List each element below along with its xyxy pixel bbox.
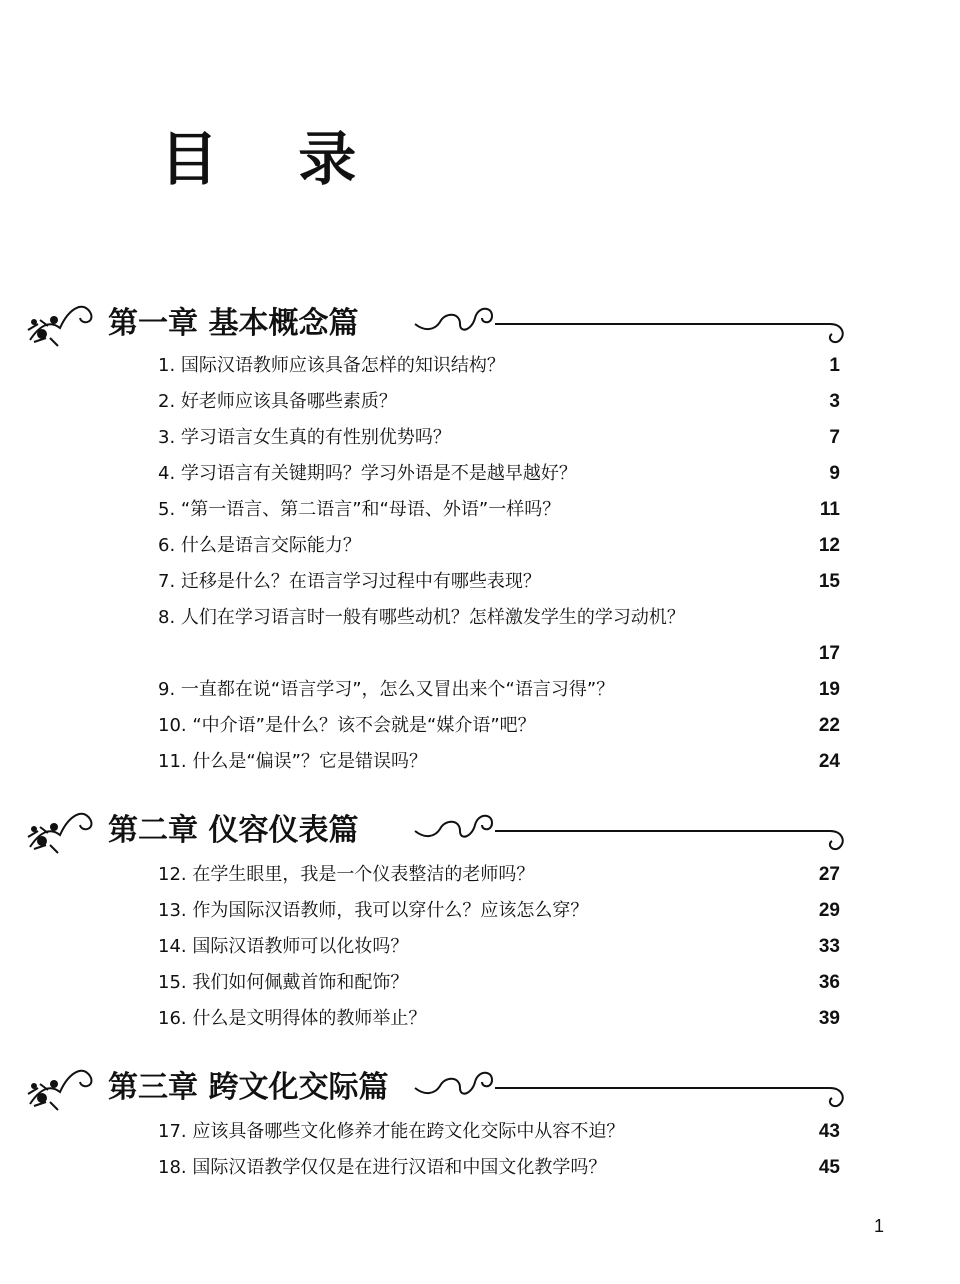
toc-entry[interactable]: [158, 564, 840, 600]
toc-entry-page: 17: [818, 643, 840, 664]
toc-entry-title: 1. 国际汉语教师应该具备怎样的知识结构？: [158, 355, 505, 376]
toc-entry-title: 17. 应该具备哪些文化修养才能在跨文化交际中从容不迫？: [158, 1121, 625, 1142]
toc-entry[interactable]: [158, 456, 840, 492]
toc-entry-page: 45: [818, 1157, 840, 1178]
chapter-items: [158, 857, 840, 1037]
toc-entry-title: 10. “中介语”是什么？该不会就是“媒介语”吧？: [158, 715, 536, 736]
toc-entry[interactable]: [158, 965, 840, 1001]
toc-entry-title: 11. 什么是“偏误”？它是错误吗？: [158, 751, 427, 772]
toc-entry[interactable]: [158, 528, 840, 564]
toc-entry[interactable]: [158, 857, 840, 893]
toc-entry-title: 8. 人们在学习语言时一般有哪些动机？怎样激发学生的学习动机？: [158, 607, 685, 628]
chapter-items: [158, 348, 840, 780]
toc-entry[interactable]: [158, 893, 840, 929]
toc-entry-title: 9. 一直都在说“语言学习”，怎么又冒出来个“语言习得”？: [158, 679, 615, 700]
chapter-heading: [20, 290, 860, 350]
toc-entry[interactable]: [158, 348, 840, 384]
toc-entry-page: 24: [818, 751, 840, 772]
page-title: 目 录: [160, 125, 387, 193]
toc-entry-title: 6. 什么是语言交际能力？: [158, 535, 361, 556]
toc-entry[interactable]: [158, 384, 840, 420]
toc-entry[interactable]: [158, 1001, 840, 1037]
toc-entry-page: 12: [818, 535, 840, 556]
page-number: 1: [874, 1216, 885, 1236]
toc-entry[interactable]: [158, 1114, 840, 1150]
toc-entry-title: 4. 学习语言有关键期吗？学习外语是不是越早越好？: [158, 463, 577, 484]
toc-entry-title: 13. 作为国际汉语教师，我可以穿什么？应该怎么穿？: [158, 900, 589, 921]
chapter-title: 第一章 基本概念篇: [108, 306, 359, 341]
chapter-heading: [20, 1054, 860, 1114]
toc-entry-page: 39: [818, 1008, 840, 1029]
toc-entry-title: 14. 国际汉语教师可以化妆吗？: [158, 936, 409, 957]
toc-entry-page: 1: [829, 355, 840, 376]
toc-entry-page: 7: [829, 427, 840, 448]
toc-entry[interactable]: [158, 1150, 840, 1186]
toc-entry[interactable]: [158, 600, 840, 672]
toc-entry[interactable]: [158, 929, 840, 965]
toc-entry[interactable]: [158, 744, 840, 780]
toc-entry-title: 2. 好老师应该具备哪些素质？: [158, 391, 397, 412]
chapter-title: 第二章 仪容仪表篇: [108, 813, 359, 848]
toc-entry-title: 12. 在学生眼里，我是一个仪表整洁的老师吗？: [158, 864, 535, 885]
toc-entry-page: 19: [818, 679, 840, 700]
toc-entry-page: 43: [818, 1121, 840, 1142]
toc-entry-page: 3: [829, 391, 840, 412]
toc-entry-page: 15: [818, 571, 840, 592]
chapter-heading: [20, 797, 860, 857]
toc-entry-title: 3. 学习语言女生真的有性别优势吗？: [158, 427, 451, 448]
toc-entry-page: 27: [818, 864, 840, 885]
toc-entry-title: 5. “第一语言、第二语言”和“母语、外语”一样吗？: [158, 499, 561, 520]
toc-entry-page: 33: [818, 936, 840, 957]
toc-entry-page: 9: [829, 463, 840, 484]
chapter-items: [158, 1114, 840, 1186]
toc-entry[interactable]: [158, 492, 840, 528]
toc-entry[interactable]: [158, 420, 840, 456]
chapter-title: 第三章 跨文化交际篇: [108, 1070, 389, 1105]
toc-entry-title: 7. 迁移是什么？在语言学习过程中有哪些表现？: [158, 571, 541, 592]
toc-entry-title: 18. 国际汉语教学仅仅是在进行汉语和中国文化教学吗？: [158, 1157, 607, 1178]
toc-entry-title: 16. 什么是文明得体的教师举止？: [158, 1008, 427, 1029]
toc-entry-page: 11: [819, 499, 840, 520]
toc-entry-page: 36: [818, 972, 840, 993]
toc-entry[interactable]: [158, 672, 840, 708]
toc-entry[interactable]: [158, 708, 840, 744]
toc-entry-page: 22: [818, 715, 840, 736]
toc-entry-page: 29: [818, 900, 840, 921]
toc-entry-title: 15. 我们如何佩戴首饰和配饰？: [158, 972, 409, 993]
